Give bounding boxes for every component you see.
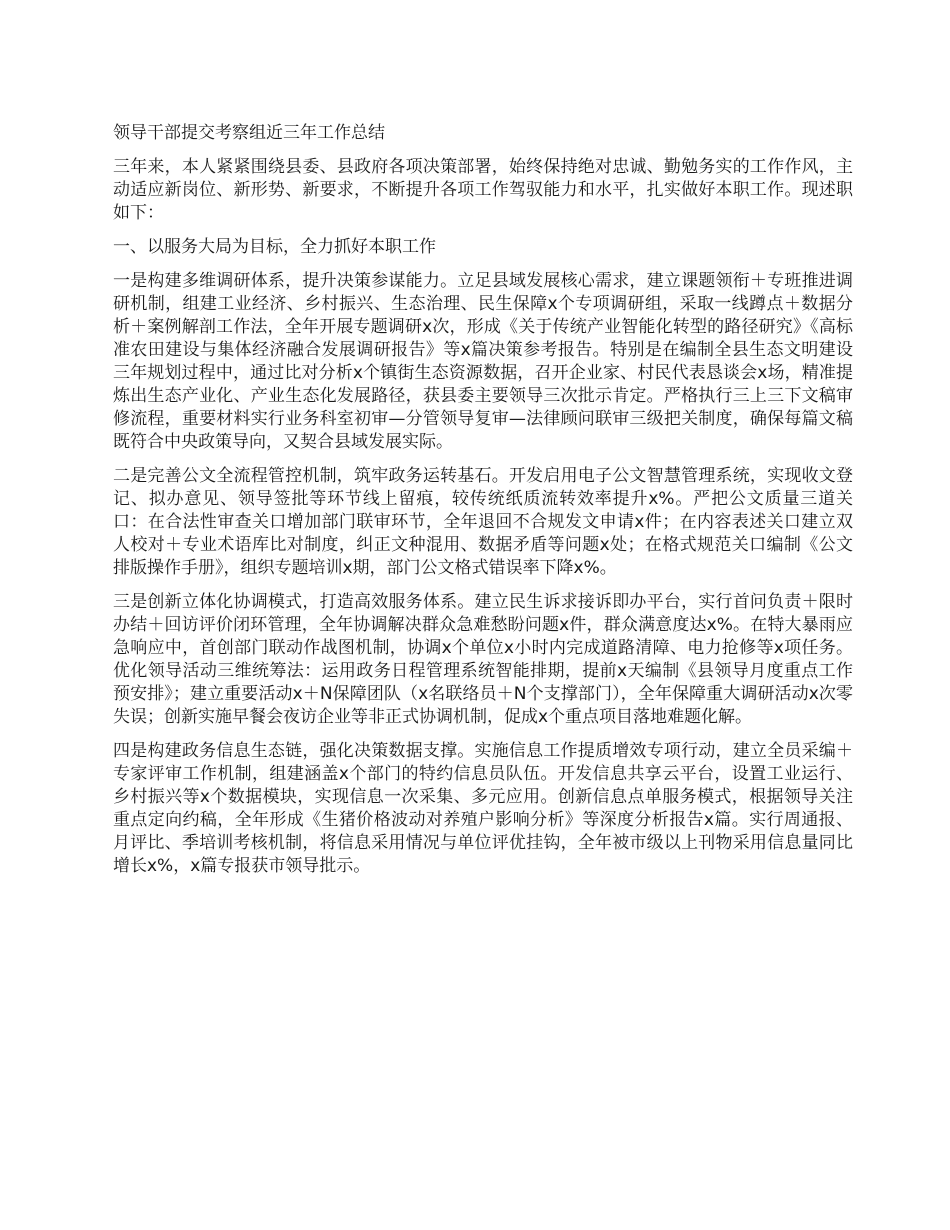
document-page: [113, 122, 853, 889]
document-title: 领导干部提交考察组近三年工作总结: [113, 123, 385, 143]
paragraph-coordination: 三是创新立体化协调模式，打造高效服务体系。建立民生诉求接诉即办平台，实行首问负责＋限时办结＋回访评价闭环管理，全年协调解决群众急难愁盼问题x件，群众满意度达x%。在特大暴雨应急响应中，首创部门联动作战图机制，协调x个单位x小时内完成道路清障、电力抢修等x项任务。优化领导活动三维统筹法：运用政务日程管理系统智能排期，提前x天编制《县领导月度重点工作预安排》；建立重要活动x＋N保障团队（x名联络员＋N个支撑部门），全年保障重大调研活动x次零失误；创新实施早餐会夜访企业等非正式协调机制，促成x个重点项目落地难题化解。: [113, 592, 853, 727]
paragraph-research: 一是构建多维调研体系，提升决策参谋能力。立足县域发展核心需求，建立课题领衔＋专班推进调研机制，组建工业经济、乡村振兴、生态治理、民生保障x个专项调研组，采取一线蹲点＋数据分析＋案例解剖工作法，全年开展专题调研x次，形成《关于传统产业智能化转型的路径研究》《高标准农田建设与集体经济融合发展调研报告》等x篇决策参考报告。特别是在编制全县生态文明建设三年规划过程中，通过比对分析x个镇街生态资源数据，召开企业家、村民代表恳谈会x场，精准提炼出生态产业化、产业生态化发展路径，获县委主要领导三次批示肯定。严格执行三上三下文稿审修流程，重要材料实行业务科室初审—分管领导复审—法律顾问联审三级把关制度，确保每篇文稿既符合中央政策导向，又契合县域发展实际。: [113, 271, 853, 452]
paragraph-information: 四是构建政务信息生态链，强化决策数据支撑。实施信息工作提质增效专项行动，建立全员采编＋专家评审工作机制，组建涵盖x个部门的特约信息员队伍。开发信息共享云平台，设置工业运行、乡村振兴等x个数据模块，实现信息一次采集、多元应用。创新信息点单服务模式，根据领导关注重点定向约稿，全年形成《生猪价格波动对养殖户影响分析》等深度分析报告x篇。实行周通报、月评比、季培训考核机制，将信息采用情况与单位评优挂钩，全年被市级以上刊物采用信息量同比增长x%，x篇专报获市领导批示。: [113, 741, 853, 876]
intro-paragraph: 三年来，本人紧紧围绕县委、县政府各项决策部署，始终保持绝对忠诚、勤勉务实的工作作风，主动适应新岗位、新形势、新要求，不断提升各项工作驾驭能力和水平，扎实做好本职工作。现述职如下：: [113, 157, 853, 223]
section-heading: 一、以服务大局为目标，全力抓好本职工作: [113, 237, 436, 257]
paragraph-documents: 二是完善公文全流程管控机制，筑牢政务运转基石。开发启用电子公文智慧管理系统，实现收文登记、拟办意见、领导签批等环节线上留痕，较传统纸质流转效率提升x%。严把公文质量三道关口：在合法性审查关口增加部门联审环节，全年退回不合规发文申请x件；在内容表述关口建立双人校对＋专业术语库比对制度，纠正文种混用、数据矛盾等问题x处；在格式规范关口编制《公文排版操作手册》，组织专题培训x期，部门公文格式错误率下降x%。: [113, 466, 853, 578]
